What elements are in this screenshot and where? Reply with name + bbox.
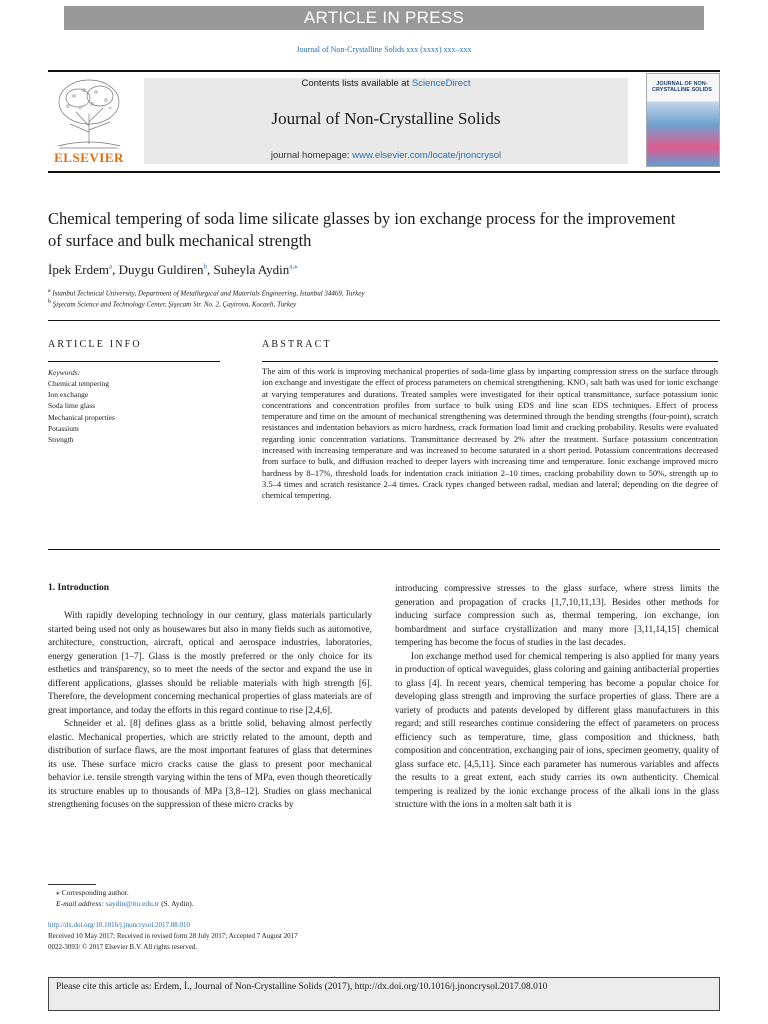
section-heading-introduction: 1. Introduction [48, 583, 110, 593]
email-note [56, 899, 194, 908]
keyword: Chemical tempering [48, 379, 110, 388]
email-label: E-mail address: [56, 899, 106, 908]
homepage-link[interactable]: www.elsevier.com/locate/jnoncrysol [352, 150, 502, 161]
keyword: Potassium [48, 423, 79, 433]
contents-line [144, 78, 628, 89]
email-link[interactable]: saydin@itu.edu.tr [105, 899, 160, 908]
paragraph: introducing compressive stresses to the glass surface, where stress limits the generation and propagation of cracks [1,7,10,11,13]. Besides other methods for inducing surface compression such as, thermal tempering, ion exchange, ion bombardment and surface crystallization and many more [3,11,14,15] chemical tempering has become the focus of studies in the last decades. [395, 584, 719, 648]
author-name: İpek Erdem [48, 262, 110, 277]
journal-title: Journal of Non-Crystalline Solids [271, 109, 501, 128]
keyword: Ion exchange [48, 390, 89, 400]
sciencedirect-link[interactable]: ScienceDirect [411, 78, 471, 89]
email-suffix: (S. Aydin). [159, 899, 194, 908]
affiliation-mark: a [48, 288, 51, 294]
affiliation [48, 299, 648, 308]
keyword: Soda lime glass [48, 401, 96, 411]
affiliation [48, 288, 648, 297]
affiliation-mark: b [48, 299, 51, 305]
paper-title: Chemical tempering of soda lime silicate glasses by ion exchange process for the improvement of surface and bulk mechanical strength [48, 209, 676, 250]
article-info-rule [48, 361, 220, 362]
keywords-label: Keywords: [48, 368, 81, 377]
paragraph: Ion exchange method used for chemical tempering is also applied for many years in production of optical waveguides, glass coloring and gaining antibacterial properties to glass [4]. In recent years, chemical tempering has become a popular choice for developing glass strength and improving the surface properties of glass. There are a variety of products and patents developed by different glass manufacturers in this regard; and still researches continue considering the effect of parameters on process efficiency such as temperature, time, glass composition and thickness, bath composition and concentration, exchanging pair of ions, specimen geometry, quality of glass surface etc. [4,5,11]. Since each parameter has numerous variables and affects the results to a great extent, each study carries its own authenticity. Chemical tempering is realized by the ionic exchange process of the alkali ions in the glass structure with the ions in a molten salt bath it is [395, 651, 720, 810]
footnote-rule [48, 884, 96, 885]
header-top-rule [48, 70, 720, 72]
keyword: Strength [48, 435, 74, 445]
author-name: Suheyla Aydin [213, 262, 290, 277]
affiliation-text: Şişecam Science and Technology Center, Şişecam Str. No. 2, Çayirova, Kocaeli, Turkey [52, 300, 297, 309]
paragraph: Schneider et al. [8] defines glass as a brittle solid, behaving almost perfectly elastic. Mechanical properties, which are strictly related to the amount, depth and distribution of surface flaws, are the most important features of glass that determines its use. These surface micro cracks cause the glass to present poor mechanical behavior i.e. tensile strength varying within the tens of MPa, even though theoretically its structure enables up to thousands of MPa [3,8–12]. Studies on glass mechanical strengthening focuses on the suppression of these micro cracks by [48, 719, 372, 810]
body-column-right [395, 583, 719, 813]
keywords-list [48, 378, 115, 445]
citation-text: Please cite this article as: Erdem, İ., Journal of Non-Crystalline Solids (2017), http://dx.doi.org/10.1016/j.jnoncrysol.2017.08.010 [56, 982, 548, 992]
article-info-heading: ARTICLE INFO [48, 339, 142, 350]
article-in-press-banner: ARTICLE IN PRESS [64, 6, 704, 30]
keyword: Mechanical properties [48, 412, 115, 422]
author-affiliation-mark[interactable]: a,⁎ [289, 262, 298, 271]
info-top-rule [48, 320, 720, 321]
received-dates: Received 10 May 2017; Received in revised form 28 July 2017; Accepted 7 August 2017 [48, 932, 298, 940]
doi-link[interactable]: http://dx.doi.org/10.1016/j.jnoncrysol.2017.08.010 [48, 921, 191, 929]
author-affiliation-mark[interactable]: a [109, 262, 113, 271]
paragraph: With rapidly developing technology in our century, glass materials particularly started being used not only as housewares but also in many fields such as automotive, architecture, construction, aircraft, optical and aerospace industries, laboratories, energy generation [1–7]. Glass is the mostly preferred or the only choice for its esthetics and transparency, so to meet the needs of the sector and expand the use in different applications, glasses should be reliable materials with high strength [6]. Therefore, the development concerning mechanical properties of glass materials are of great importance, and today the efforts in this regard continue to rise [2,4,6]. [48, 611, 372, 716]
publisher-wordmark: ELSEVIER [54, 150, 124, 165]
author-name: Duygu Guldiren [118, 262, 204, 277]
affiliation-text: Istanbul Technical University, Department of Metallurgical and Materials Engineering, Istanbul 34469, Turkey [52, 289, 365, 298]
contents-prefix: Contents lists available at [301, 78, 412, 89]
body-column-left [48, 610, 372, 813]
author-affiliation-mark[interactable]: b [203, 262, 207, 271]
abstract-heading: ABSTRACT [262, 339, 332, 350]
abstract-bottom-rule [48, 549, 720, 550]
journal-reference-link[interactable]: Journal of Non-Crystalline Solids xxx (xxxx) xxx–xxx [296, 45, 472, 54]
journal-homepage-line [144, 150, 628, 161]
homepage-label: journal homepage: [270, 150, 353, 161]
abstract-text: The aim of this work is improving mechanical properties of soda-lime glass by imparting compression stress on the surface through ion exchange and investigate the effect of process parameters on chemical strengthening. KNO₃ salt bath was used for ionic exchange at varying temperatures and durations. Treated samples were investigated for their optical transmittance, surface potassium ionic concentrations and concentration profiles from surface to bulk using EDS and line scan EDS techniques. Effect of process temperature and time on the amount of mechanical strengthening was determined through the bending strengths (four-point), scratch resistances and indentation behaviors as micro hardness, crack formation load limit and cracking probability. Results were evaluated regarding ionic concentration variations. Transmittance decreased by 2% after the treatment. Surface potassium concentration increased with increasing temperature and was increased to become saturated in a short period. Potassium concentrations decreased from surface to bulk, and diffusion reached to deeper layers with increasing time and temperature. Ionic exchange improved micro hardness by 8–17%, threshold loads for indentation crack initiation 2–10 times, cracking probability down to 50%, strength up to 3.5–4 times and scratch resistance 2–4 times. Crack types changed between radial, median and lateral; depending on the degree of chemical tempering. [262, 366, 718, 501]
cover-title: JOURNAL OF NON-CRYSTALLINE SOLIDS [652, 81, 712, 93]
copyright-line: 0022-3093/ © 2017 Elsevier B.V. All rights reserved. [48, 943, 198, 951]
header-bottom-rule [48, 171, 720, 173]
author-list: İpek Erdem$^a$, Duygu Guldiren$^b$, Suheyla Aydin$^{a,⁎}$ [48, 262, 298, 277]
abstract-rule [262, 361, 718, 362]
corresponding-author-note: ⁎ Corresponding author. [56, 888, 129, 897]
